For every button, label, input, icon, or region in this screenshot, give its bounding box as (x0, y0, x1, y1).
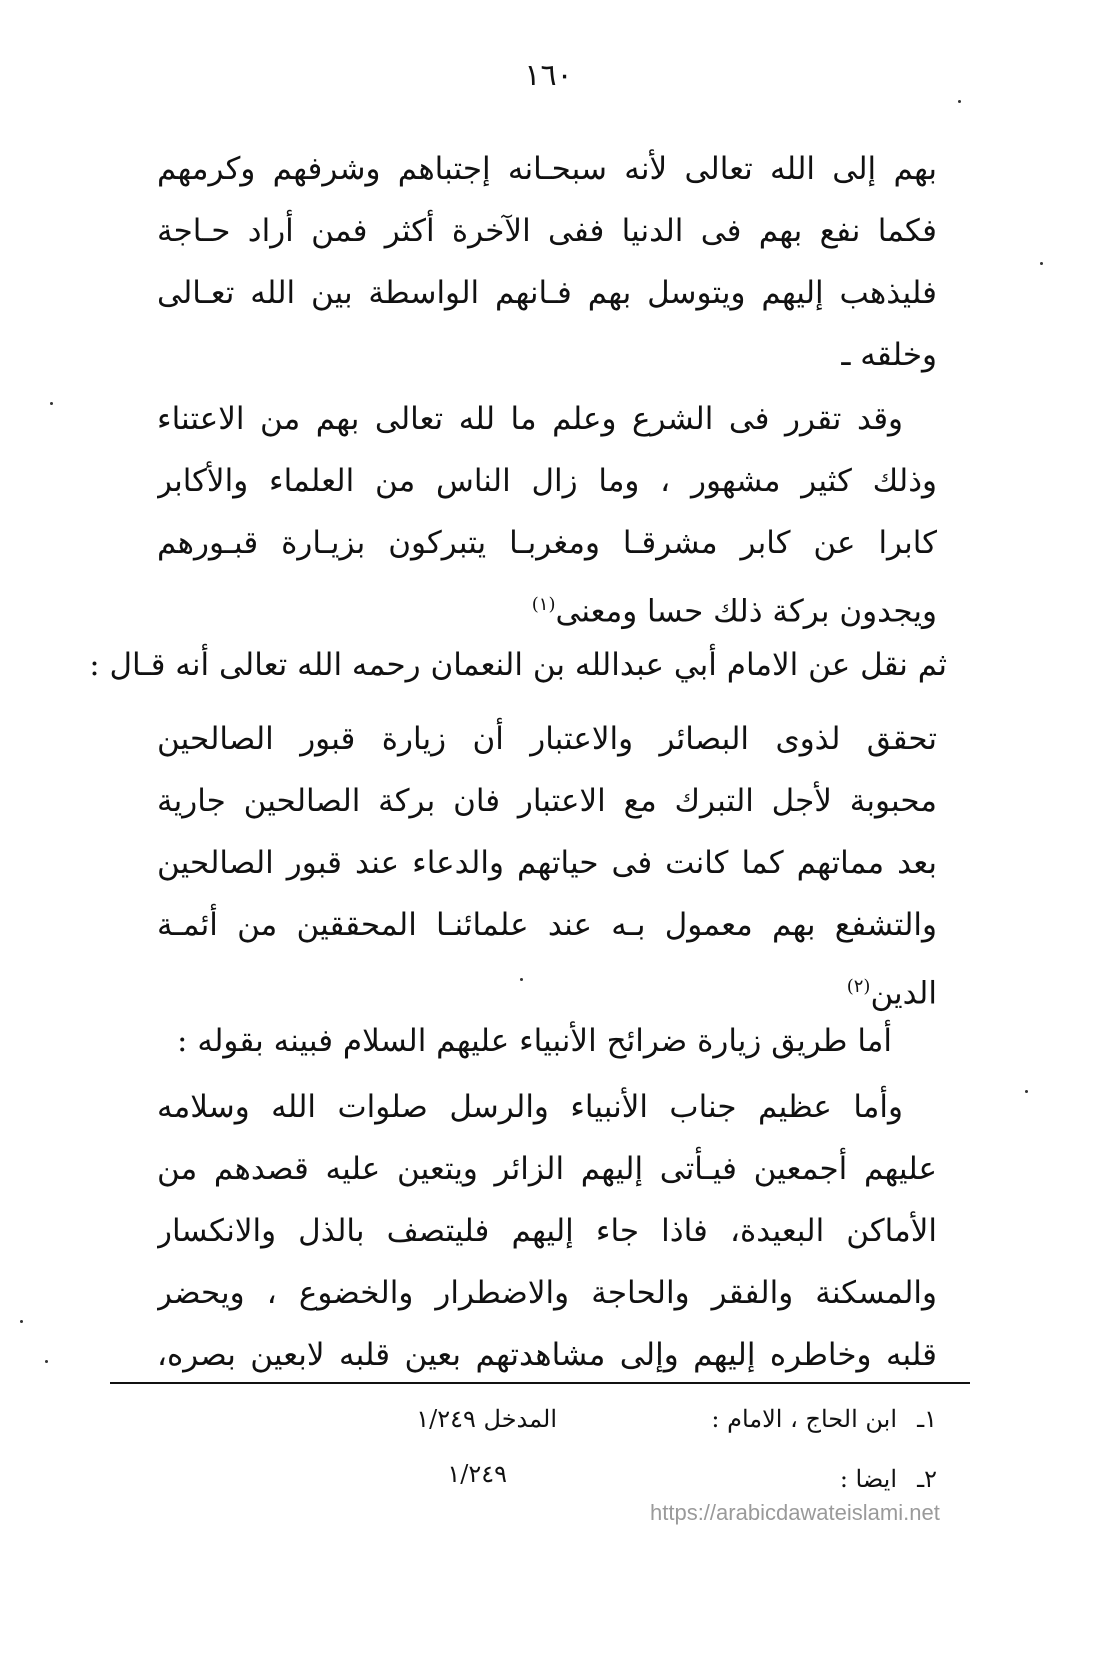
scan-speck (958, 100, 961, 103)
footnote-ref-2: (٢) (846, 976, 871, 997)
scan-speck (50, 402, 53, 405)
footnote-1-number: ١ـ (917, 1405, 937, 1433)
paragraph-3-last-text: الدين (870, 975, 937, 1012)
paragraph-2 (157, 388, 937, 642)
paragraph-4-line: والمسكنة والفقر والحاجة والاضطرار والخضوع ، ويحضر (157, 1275, 937, 1311)
paragraph-4 (157, 1076, 937, 1386)
paragraph-1-line: فليذهب إليهم ويتوسل بهم فـانهم الواسطة بين الله تعـالى (157, 275, 937, 311)
paragraph-1-line: وخلقه ـ (841, 337, 937, 373)
page-number: ١٦٠ (524, 58, 573, 93)
scan-speck (1040, 262, 1043, 265)
paragraph-4-line: وأما عظيم جناب الأنبياء والرسل صلوات الله وسلامه (157, 1089, 903, 1125)
paragraph-3 (157, 708, 937, 1024)
paragraph-2-last-text: ويجدون بركة ذلك حسا ومعنى (555, 593, 937, 630)
paragraph-4-line: الأماكن البعيدة، فاذا جاء إليهم فليتصف بالذل والانكسار (157, 1213, 937, 1249)
paragraph-2-line: وذلك كثير مشهور ، وما زال الناس من العلماء والأكابر (157, 463, 937, 499)
scan-speck (1025, 1090, 1028, 1093)
paragraph-3-line: تحقق لذوى البصائر والاعتبار أن زيارة قبور الصالحين (157, 721, 937, 757)
scan-speck (20, 1320, 23, 1323)
paragraph-4-line: قلبه وخاطره إليهم وإلى مشاهدتهم بعين قلبه لابعين بصره، (157, 1337, 937, 1373)
footnote-2-source: ١/٢٤٩ (447, 1460, 507, 1488)
paragraph-2-line: كابرا عن كابر مشرقـا ومغربـا يتبركون بزيـارة قبـورهم (157, 525, 937, 561)
paragraph-1-line: فكما نفع بهم فى الدنيا ففى الآخرة أكثر فمن أراد حـاجة (157, 213, 937, 249)
footnote-1-source: المدخل ١/٢٤٩ (416, 1405, 557, 1433)
paragraph-4-line: عليهم أجمعين فيـأتى إليهم الزائر ويتعين عليه قصدهم من (157, 1151, 937, 1187)
paragraph-3-line: محبوبة لأجل التبرك مع الاعتبار فان بركة الصالحين جارية (157, 783, 937, 819)
footnote-1-author: ابن الحاج ، الامام : (711, 1405, 897, 1433)
paragraph-2-line: وقد تقرر فى الشرع وعلم ما لله تعالى بهم من الاعتناء (157, 401, 903, 437)
site-watermark: https://arabicdawateislami.net (650, 1500, 940, 1525)
footnote-ref-1: (١) (531, 594, 556, 615)
paragraph-2-line (157, 574, 937, 642)
footnote-2-author: ايضا : (839, 1465, 897, 1493)
footnote-2-number: ٢ـ (917, 1465, 937, 1493)
scan-speck (45, 1360, 48, 1363)
heading-quote-2: أما طريق زيارة ضرائح الأنبياء عليهم السلام فبينه بقوله : (177, 1023, 892, 1059)
paragraph-3-line: والتشفع بهم معمول بـه عند علمائنـا المحققين من أئمـة (157, 907, 937, 943)
paragraph-3-line: بعد مماتهم كما كانت فى حياتهم والدعاء عند قبور الصالحين (157, 845, 937, 881)
paragraph-1 (157, 138, 937, 386)
footnote-divider (110, 1382, 970, 1384)
scan-speck (520, 978, 523, 981)
paragraph-1-line: بهم إلى الله تعالى لأنه سبحـانه إجتباهم وشرفهم وكرمهم (157, 151, 937, 187)
heading-quote-1: ثم نقل عن الامام أبي عبدالله بن النعمان رحمه الله تعالى أنه قـال : (89, 647, 947, 683)
